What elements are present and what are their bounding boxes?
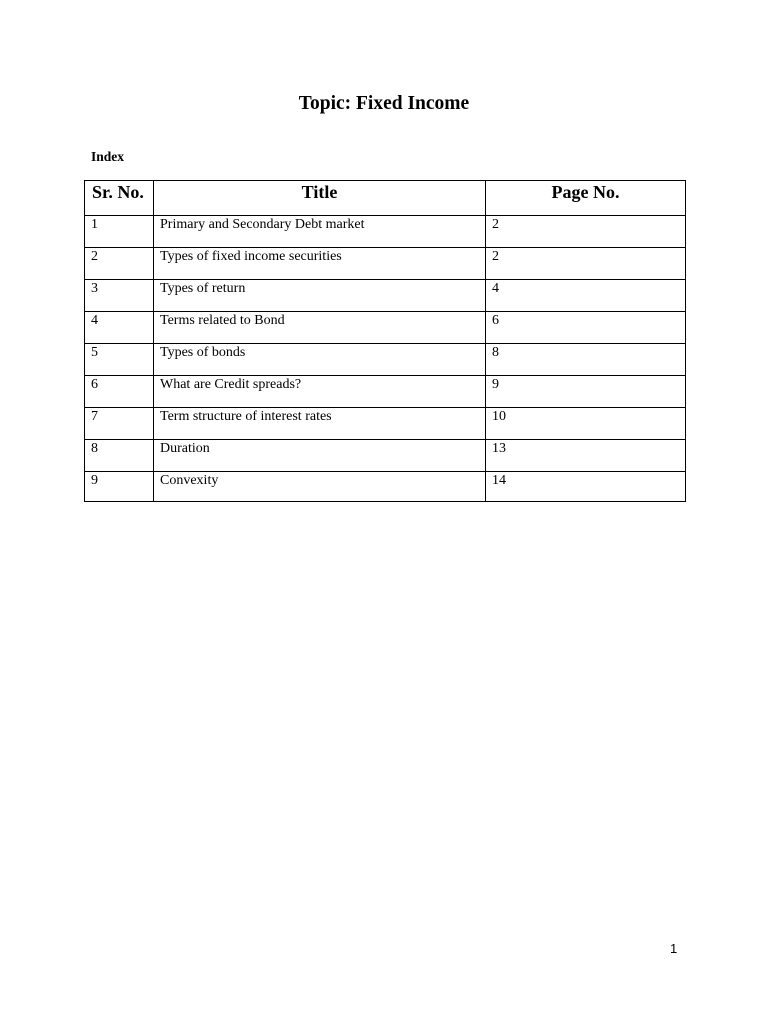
cell-sr-no: 2	[85, 248, 154, 280]
cell-title: Duration	[154, 440, 486, 472]
cell-title: Types of fixed income securities	[154, 248, 486, 280]
table-header-row	[85, 181, 686, 216]
table-row	[85, 376, 686, 408]
cell-sr-no: 1	[85, 216, 154, 248]
table-row	[85, 440, 686, 472]
cell-title: Types of return	[154, 280, 486, 312]
cell-sr-no: 5	[85, 344, 154, 376]
cell-title: Primary and Secondary Debt market	[154, 216, 486, 248]
page-number: 1	[670, 941, 678, 956]
cell-sr-no: 7	[85, 408, 154, 440]
cell-title: Term structure of interest rates	[154, 408, 486, 440]
table-row	[85, 408, 686, 440]
page-title: Topic: Fixed Income	[298, 93, 470, 114]
cell-sr-no: 9	[85, 472, 154, 502]
header-sr-no: Sr. No.	[85, 181, 154, 216]
table-row	[85, 472, 686, 502]
cell-title: What are Credit spreads?	[154, 376, 486, 408]
header-title: Title	[154, 181, 486, 216]
cell-page-no: 6	[486, 312, 686, 344]
cell-title: Types of bonds	[154, 344, 486, 376]
cell-sr-no: 8	[85, 440, 154, 472]
table-row	[85, 312, 686, 344]
index-label: Index	[91, 149, 125, 164]
cell-sr-no: 3	[85, 280, 154, 312]
cell-title: Convexity	[154, 472, 486, 502]
cell-page-no: 2	[486, 216, 686, 248]
cell-page-no: 8	[486, 344, 686, 376]
table-row	[85, 280, 686, 312]
cell-sr-no: 6	[85, 376, 154, 408]
cell-page-no: 14	[486, 472, 686, 502]
cell-page-no: 4	[486, 280, 686, 312]
index-table	[84, 180, 686, 502]
cell-page-no: 2	[486, 248, 686, 280]
cell-page-no: 10	[486, 408, 686, 440]
cell-sr-no: 4	[85, 312, 154, 344]
cell-title: Terms related to Bond	[154, 312, 486, 344]
cell-page-no: 13	[486, 440, 686, 472]
table-row	[85, 344, 686, 376]
table-row	[85, 248, 686, 280]
cell-page-no: 9	[486, 376, 686, 408]
table-row	[85, 216, 686, 248]
header-page-no: Page No.	[486, 181, 686, 216]
